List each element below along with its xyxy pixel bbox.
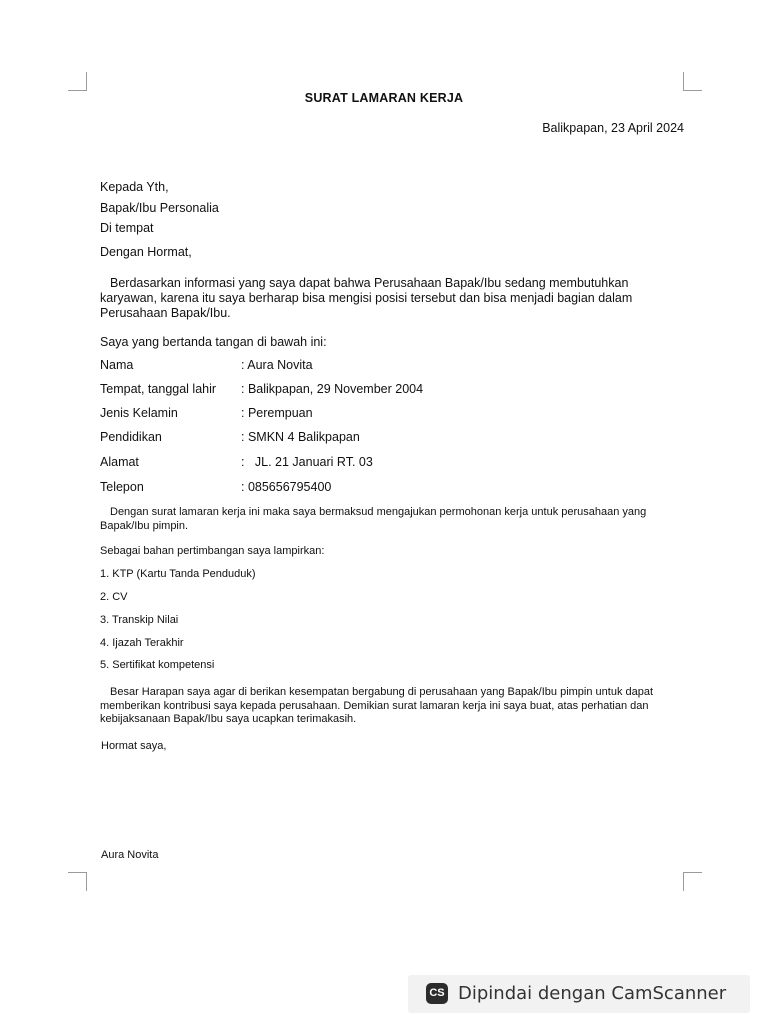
camscanner-logo-icon: CS [426, 983, 448, 1004]
signer-name: Aura Novita [101, 849, 159, 861]
recipient-line: Di tempat [100, 221, 154, 235]
letter-title: SURAT LAMARAN KERJA [304, 91, 464, 105]
recipient-line: Kepada Yth, [100, 180, 169, 194]
attachment-item: 3. Transkip Nilai [100, 614, 179, 626]
field-label: Telepon [100, 480, 144, 494]
field-value: : JL. 21 Januari RT. 03 [241, 455, 373, 469]
field-label: Nama [100, 358, 134, 372]
field-value: : Aura Novita [241, 358, 313, 372]
crop-mark-bottom-left [68, 872, 87, 891]
field-label: Pendidikan [100, 430, 162, 444]
crop-mark-top-right [683, 72, 702, 91]
closing-paragraph: Besar Harapan saya agar di berikan kesempatan bergabung di perusahaan yang Bapak/Ibu pimpin untuk dapat memberikan kontribusi saya kepada perusahaan. Demikian surat lamaran kerja ini saya buat, atas perhatian dan kebijaksanaan Bapak/Ibu saya ucapkan terimakasih. [100, 686, 654, 725]
crop-mark-bottom-right [683, 872, 702, 891]
greeting: Dengan Hormat, [100, 245, 192, 259]
field-value: : Perempuan [241, 406, 313, 420]
field-value: : SMKN 4 Balikpapan [241, 430, 360, 444]
purpose-paragraph: Dengan surat lamaran kerja ini maka saya bermaksud mengajukan permohonan kerja untuk perusahaan yang Bapak/Ibu pimpin. [100, 506, 647, 532]
camscanner-watermark [408, 975, 750, 1013]
attachment-item: 2. CV [100, 591, 128, 603]
undersigned-line: Saya yang bertanda tangan di bawah ini: [100, 335, 327, 349]
attachment-item: 4. Ijazah Terakhir [100, 637, 184, 649]
intro-paragraph: Berdasarkan informasi yang saya dapat bahwa Perusahaan Bapak/Ibu sedang membutuhkan karyawan, karena itu saya berharap bisa mengisi posisi tersebut dan bisa menjadi bagian dalam Perusahaan Bapak/Ibu. [100, 276, 633, 320]
place-date: Balikpapan, 23 April 2024 [542, 121, 684, 135]
attachments-intro: Sebagai bahan pertimbangan saya lampirkan: [100, 545, 325, 557]
field-label: Alamat [100, 455, 139, 469]
signoff: Hormat saya, [101, 740, 167, 752]
crop-mark-top-left [68, 72, 87, 91]
field-label: Jenis Kelamin [100, 406, 178, 420]
recipient-line: Bapak/Ibu Personalia [100, 201, 219, 215]
field-value: : 085656795400 [241, 480, 332, 494]
attachment-item: 1. KTP (Kartu Tanda Penduduk) [100, 568, 256, 580]
attachment-item: 5. Sertifikat kompetensi [100, 659, 215, 671]
field-value: : Balikpapan, 29 November 2004 [241, 382, 424, 396]
field-label: Tempat, tanggal lahir [100, 382, 217, 396]
watermark-text: Dipindai dengan CamScanner [458, 983, 727, 1004]
